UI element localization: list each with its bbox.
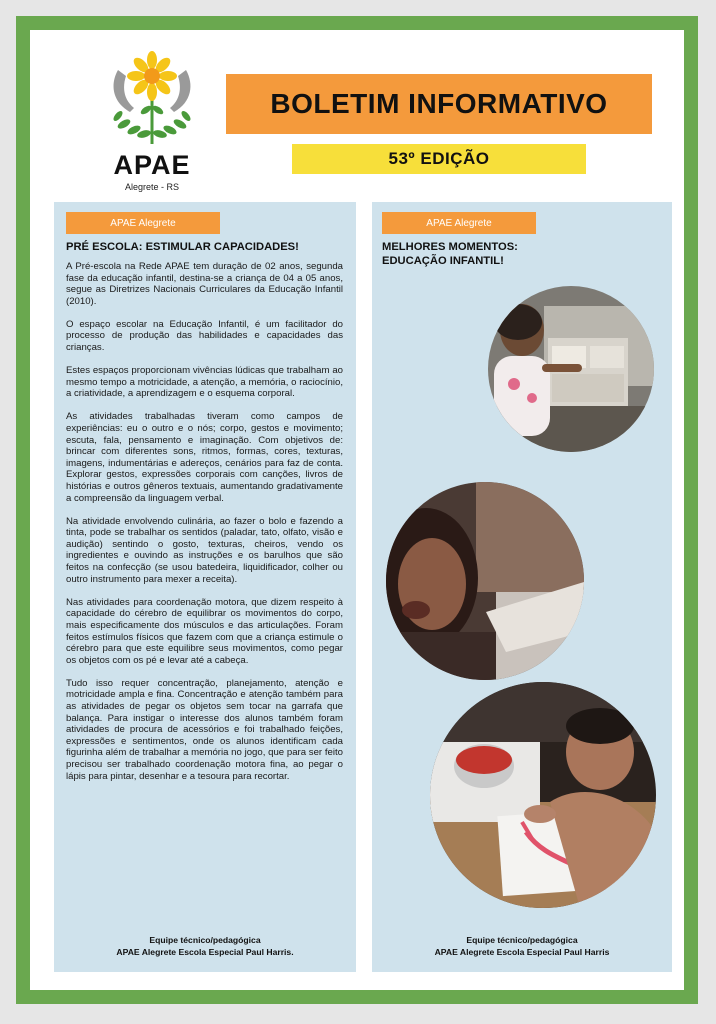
left-article-column (54, 202, 356, 972)
apae-logo (92, 50, 212, 208)
article-body (66, 261, 343, 794)
gallery-heading: MELHORES MOMENTOS: EDUCAÇÃO INFANTIL! (382, 241, 518, 267)
photo-child-painting (430, 682, 656, 908)
flower-hands-icon (104, 50, 200, 154)
credit-line-2: APAE Alegrete Escola Especial Paul Harris. (116, 947, 294, 957)
article-heading: PRÉ ESCOLA: ESTIMULAR CAPACIDADES! (66, 241, 299, 253)
article-paragraph: Estes espaços proporcionam vivências lúdicas que trabalham ao mesmo tempo a motricidade, a atenção, a memória, o raciocínio, a criatividade, a aprendizagem e o esquema corporal. (66, 365, 343, 400)
credit-line-1: Equipe técnico/pedagógica (149, 935, 261, 945)
logo-city: Alegrete - RS (124, 182, 180, 192)
article-paragraph: O espaço escolar na Educação Infantil, é um facilitador do processo de produção das habilidades e capacidades das crianças. (66, 318, 343, 354)
article-paragraph: As atividades trabalhadas tiveram como campos de experiências: eu o outro e o nós; corpo, gestos e movimento; escuta, fala, pensamento e imaginação. Com objetivos de: brincar com diferentes sons, ritmos, formas, cores, texturas, imagens, indumentárias e adereços, cenários para faz de conta. Explorar gestos, expressões corporais com canções, livros de histórias e outros gêneros textuais, aumentando gradativamente a compreensão da linguagem verbal. (66, 411, 343, 504)
article-paragraph: Tudo isso requer concentração, planejamento, atenção e motricidade ampla e fina. Concentração e atenção também para as atividades de pegar os objetos sem tocar na garrafa que balança. Para instigar o interesse dos alunos também foram atividades de procura de acessórios e foi trabalhado feições, expressões e sentimentos, onde os alunos identificam cada figurinha além de trabalhar a memória no jogo, que para ser feito precisou ser trabalhado coordenação motora fina, ao pegar o lápis para pintar, desenhar e a tesoura para recortar. (66, 677, 343, 782)
newsletter-page (30, 30, 684, 990)
photo-child-at-table (488, 286, 654, 452)
edition-label: 53º EDIÇÃO (388, 149, 490, 168)
photo-child-closeup (386, 482, 584, 680)
gallery-credit (372, 934, 672, 958)
column-tag: APAE Alegrete (382, 212, 536, 234)
credit-line-1: Equipe técnico/pedagógica (466, 935, 578, 945)
article-paragraph: Nas atividades para coordenação motora, que dizem respeito à capacidade do cérebro de equilibrar os movimentos do corpo, mais especificamente dos músculos e das articulações. Foram feitos estímulos físicos que fazem com que a criança estimule o cérebro para que este equilibre seus movimentos, como pegar os objetos com os pé e levar até a cabeça. (66, 596, 343, 666)
credit-line-2: APAE Alegrete Escola Especial Paul Harris (434, 947, 610, 957)
title-banner (226, 74, 652, 134)
article-paragraph: A Pré-escola na Rede APAE tem duração de 02 anos, segunda fase da educação infantil, destina-se a criança de 04 a 05 anos, segue as Diretrizes Nacionais Curriculares da Educação Infantil (2010). (66, 261, 343, 307)
article-paragraph: Na atividade envolvendo culinária, ao fazer o bolo e fazendo a tinta, pode se trabalhar os sentidos (paladar, tato, olfato, visão e audição) sentindo o gosto, texturas, cheiros, vendo os ingredientes e ouvindo as instruções e os barulhos que são feitos na confecção (se usou batedeira, liquidificador, colher ou outro instrumento para mexer a receita). (66, 515, 343, 585)
edition-banner (292, 144, 586, 174)
page-title: BOLETIM INFORMATIVO (270, 88, 608, 119)
article-credit (54, 934, 356, 958)
right-gallery-column (372, 202, 672, 972)
column-tag: APAE Alegrete (66, 212, 220, 234)
logo-name: APAE (113, 150, 191, 180)
